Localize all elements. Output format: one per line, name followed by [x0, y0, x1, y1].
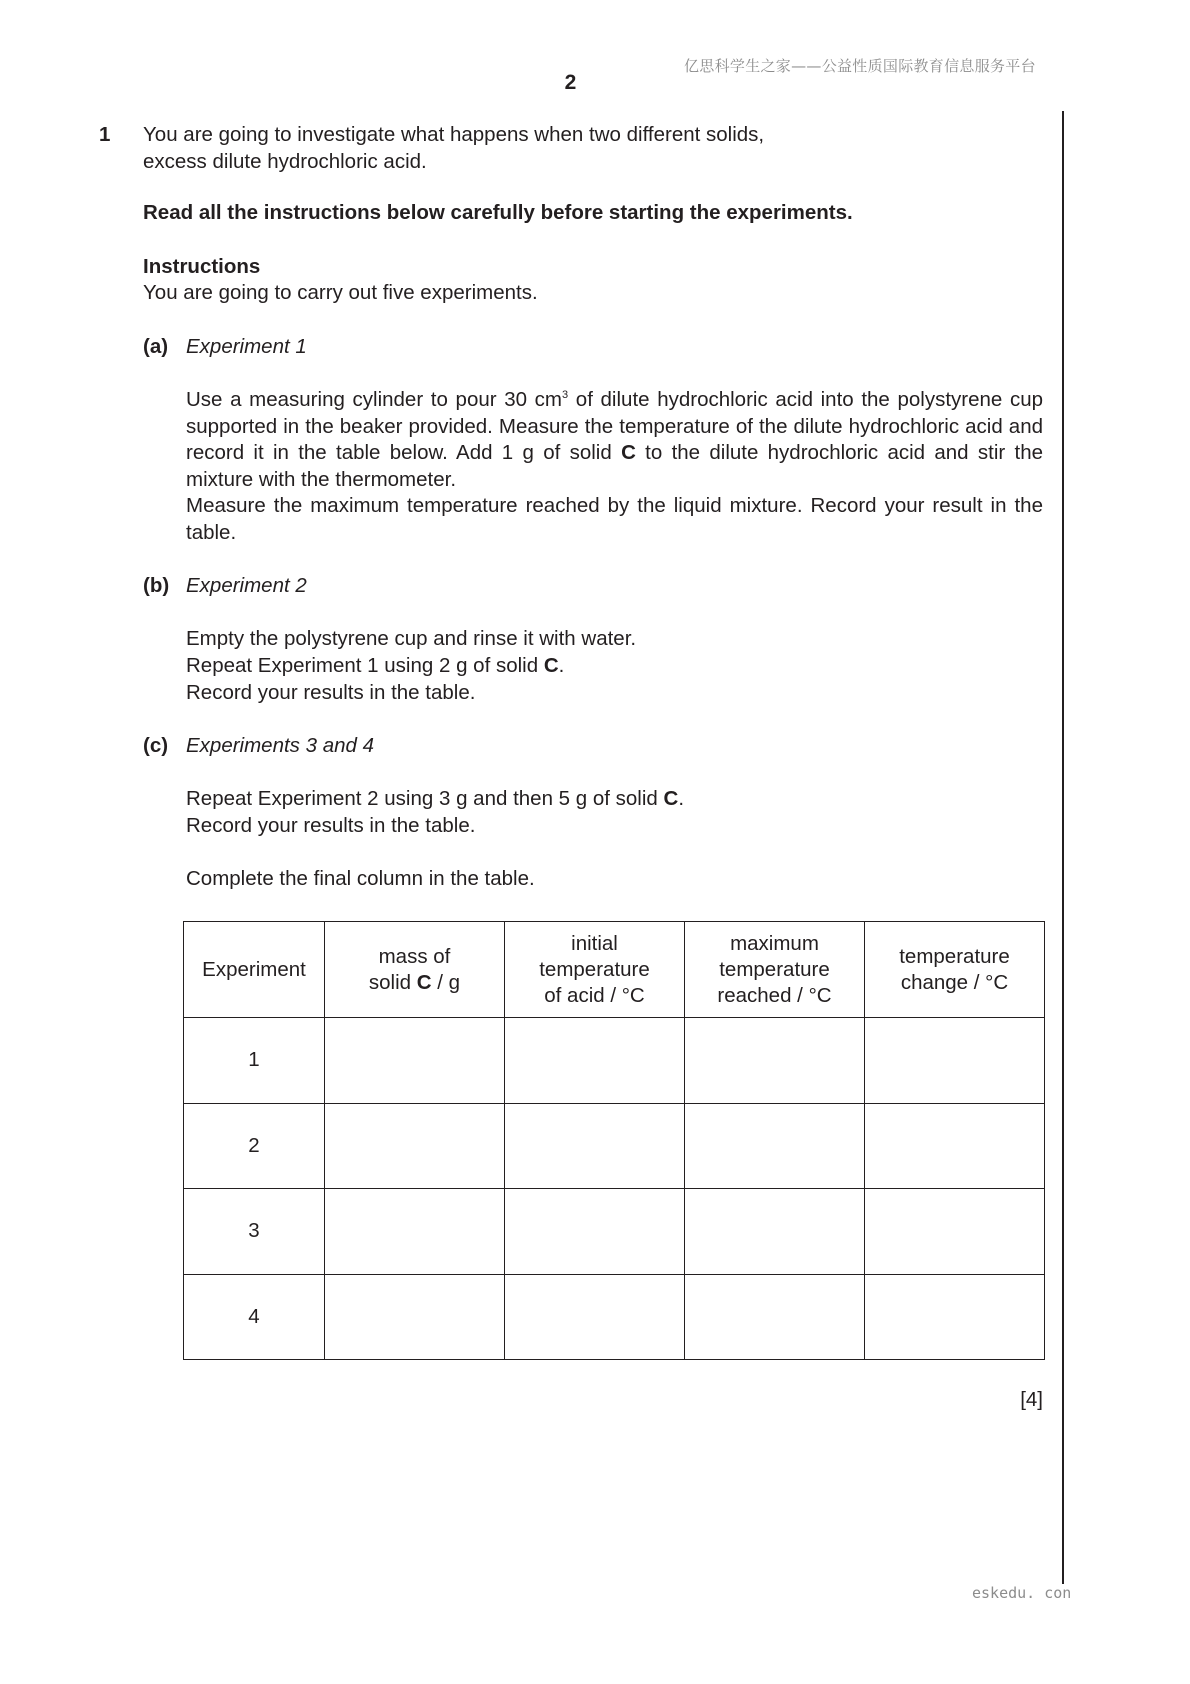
marks-allocation: [4] — [1020, 1388, 1043, 1411]
part-b-label — [143, 573, 169, 600]
cell-initial-temperature-input[interactable] — [505, 1103, 685, 1189]
part-c-title: Experiments 3 and 4 — [186, 734, 375, 757]
part-c-line1 — [186, 786, 1043, 813]
part-b-line1: Empty the polystyrene cup and rinse it with water. — [186, 627, 637, 650]
part-b-title: Experiment 2 — [186, 574, 307, 597]
cell-maximum-temperature-input[interactable] — [685, 1103, 865, 1189]
header-initial-line3: of acid / °C — [544, 983, 645, 1007]
header-experiment — [184, 922, 325, 1018]
part-a-text-2: of dilute hydrochloric acid into the polystyrene cup supported in the beaker provided. Measure the temperature of the dilute hydrochloric acid and record it in the table below. Add 1 g of solid — [186, 388, 1043, 464]
part-b-line3: Record your results in the table. — [186, 681, 476, 704]
cell-mass-input[interactable] — [325, 1018, 505, 1104]
part-a-label-text: (a) — [143, 335, 169, 358]
part-b-label-text: (b) — [143, 574, 170, 597]
header-experiment-text: Experiment — [202, 957, 306, 981]
read-instruction: Read all the instructions below carefully before starting the experiments. — [143, 201, 853, 224]
header-temperature-change — [865, 922, 1045, 1018]
header-maximum-temperature — [685, 922, 865, 1018]
cell-temperature-change-input[interactable] — [865, 1274, 1045, 1360]
part-b-line2-text: Repeat Experiment 1 using 2 g of solid — [186, 654, 544, 677]
part-a-paragraph — [186, 387, 1043, 493]
header-initial-line2: temperature — [539, 957, 650, 981]
question-number: 1 — [99, 123, 111, 146]
part-b-line2-end: . — [558, 654, 565, 677]
cell-temperature-change-input[interactable] — [865, 1103, 1045, 1189]
header-initial-temperature — [505, 922, 685, 1018]
instructions-text: You are going to carry out five experiments. — [143, 281, 538, 304]
margin-rule — [1062, 111, 1064, 1584]
question-intro — [143, 122, 883, 175]
page-number: 2 — [564, 71, 577, 94]
table-row — [184, 1189, 1045, 1275]
part-c-label — [143, 733, 168, 760]
table-row — [184, 1274, 1045, 1360]
part-c-line1-end: . — [678, 787, 685, 810]
instructions-heading: Instructions — [143, 255, 261, 278]
header-mass-line2 — [325, 970, 504, 996]
part-b-line2 — [186, 653, 1043, 680]
table-header-row — [184, 922, 1045, 1018]
question-intro-line1: You are going to investigate what happens when two different solids, — [143, 123, 765, 146]
header-change-line1: temperature — [899, 944, 1010, 968]
header-max-line1: maximum — [730, 931, 819, 955]
cell-mass-input[interactable] — [325, 1274, 505, 1360]
cell-maximum-temperature-input[interactable] — [685, 1274, 865, 1360]
cell-initial-temperature-input[interactable] — [505, 1274, 685, 1360]
cell-experiment: 1 — [184, 1018, 325, 1104]
header-mass-solid-text: solid — [368, 970, 417, 994]
header-mass-line1: mass of — [378, 944, 451, 968]
cell-maximum-temperature-input[interactable] — [685, 1018, 865, 1104]
part-c-label-text: (c) — [143, 734, 169, 757]
part-a-superscript: 3 — [562, 389, 569, 401]
question-intro-line2: excess dilute hydrochloric acid. — [143, 149, 427, 173]
part-c-line1-text: Repeat Experiment 2 using 3 g and then 5 g of solid — [186, 787, 664, 810]
cell-experiment: 4 — [184, 1274, 325, 1360]
header-max-line2: temperature — [719, 957, 830, 981]
cell-mass-input[interactable] — [325, 1103, 505, 1189]
results-table — [183, 921, 1045, 1360]
header-mass-solid-letter: C — [416, 970, 432, 994]
part-a-solid-letter: C — [621, 441, 636, 464]
cell-temperature-change-input[interactable] — [865, 1018, 1045, 1104]
cell-experiment: 3 — [184, 1189, 325, 1275]
part-b-solid-letter: C — [543, 654, 559, 677]
header-max-line3: reached / °C — [717, 983, 832, 1007]
part-a-text-1: Use a measuring cylinder to pour 30 cm — [186, 388, 563, 411]
header-mass-unit: / g — [431, 970, 461, 994]
cell-mass-input[interactable] — [325, 1189, 505, 1275]
cell-initial-temperature-input[interactable] — [505, 1189, 685, 1275]
cell-maximum-temperature-input[interactable] — [685, 1189, 865, 1275]
part-c-line2: Record your results in the table. — [186, 814, 476, 837]
watermark-top: 亿思科学生之家——公益性质国际教育信息服务平台 — [684, 57, 1036, 75]
table-row — [184, 1018, 1045, 1104]
part-a-paragraph-2: Measure the maximum temperature reached by the liquid mixture. Record your result in the table. — [186, 494, 1043, 544]
part-a-title: Experiment 1 — [186, 335, 307, 358]
part-c-line3: Complete the final column in the table. — [186, 867, 535, 890]
part-a-text-3: to the dilute hydrochloric acid and stir the mixture with the thermometer. — [186, 441, 1043, 491]
cell-temperature-change-input[interactable] — [865, 1189, 1045, 1275]
header-mass — [325, 922, 505, 1018]
cell-experiment: 2 — [184, 1103, 325, 1189]
header-initial-line1: initial — [571, 931, 618, 955]
part-a-label — [143, 334, 168, 361]
table-row — [184, 1103, 1045, 1189]
header-change-line2: change / °C — [900, 970, 1009, 994]
part-c-solid-letter: C — [663, 787, 679, 810]
watermark-bottom: eskedu. con — [972, 1584, 1072, 1602]
cell-initial-temperature-input[interactable] — [505, 1018, 685, 1104]
